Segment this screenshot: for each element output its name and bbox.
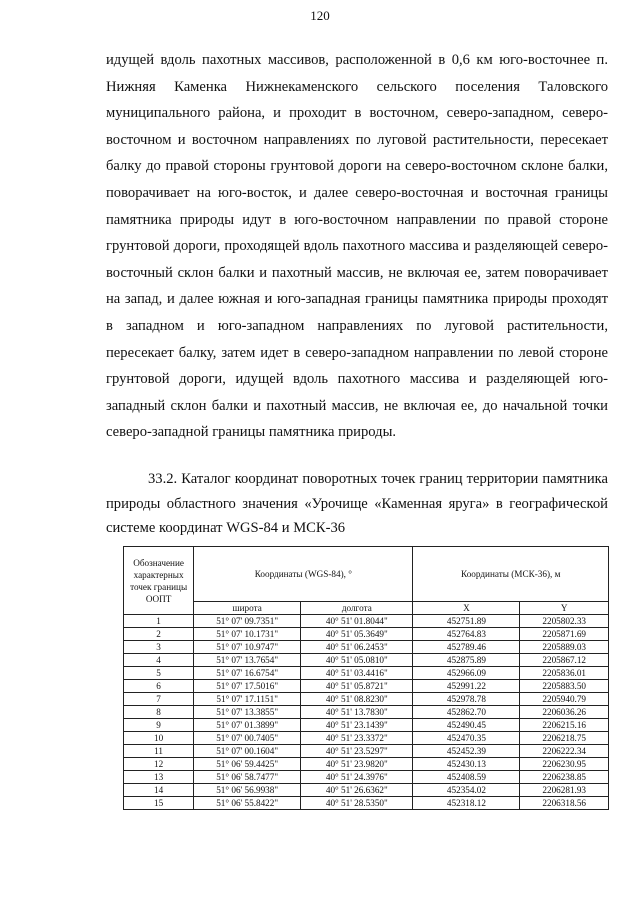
table-row (124, 628, 609, 641)
point-number-cell: 8 (124, 706, 194, 719)
longitude-cell: 40° 51' 01.8044" (301, 615, 413, 628)
longitude-cell: 40° 51' 06.2453" (301, 641, 413, 654)
coordinates-table (123, 546, 609, 810)
table-row (124, 693, 609, 706)
x-coordinate-cell: 452966.09 (413, 667, 520, 680)
y-coordinate-cell: 2206238.85 (520, 771, 609, 784)
longitude-cell: 40° 51' 23.1439" (301, 719, 413, 732)
point-number-cell: 6 (124, 680, 194, 693)
x-coordinate-cell: 452789.46 (413, 641, 520, 654)
longitude-cell: 40° 51' 23.3372" (301, 732, 413, 745)
table-row (124, 641, 609, 654)
longitude-cell: 40° 51' 23.5297" (301, 745, 413, 758)
longitude-cell: 40° 51' 08.8230" (301, 693, 413, 706)
point-number-cell: 9 (124, 719, 194, 732)
point-number-cell: 10 (124, 732, 194, 745)
point-number-cell: 15 (124, 797, 194, 810)
y-coordinate-cell: 2205836.01 (520, 667, 609, 680)
page-number: 120 (310, 8, 330, 23)
latitude-cell: 51° 06' 56.9938" (194, 784, 301, 797)
longitude-cell: 40° 51' 24.3976" (301, 771, 413, 784)
subheader-x: X (413, 602, 520, 615)
latitude-cell: 51° 07' 10.9747" (194, 641, 301, 654)
y-coordinate-cell: 2205802.33 (520, 615, 609, 628)
x-coordinate-cell: 452490.45 (413, 719, 520, 732)
y-coordinate-cell: 2206218.75 (520, 732, 609, 745)
subheader-lon: долгота (301, 602, 413, 615)
y-coordinate-cell: 2206318.56 (520, 797, 609, 810)
latitude-cell: 51° 06' 59.4425" (194, 758, 301, 771)
table-row (124, 797, 609, 810)
longitude-cell: 40° 51' 03.4416" (301, 667, 413, 680)
subheader-y: Y (520, 602, 609, 615)
table-row (124, 615, 609, 628)
section-heading-block (106, 467, 608, 541)
paragraph-text: идущей вдоль пахотных массивов, расположенной в 0,6 км юго-восточнее п. Нижняя Каменка Нижнекаменского сельского поселения Таловского муниципального района, и проходит в восточном, северо-западном, северо-восточном и восточном направлениях по луговой растительности, пересекает балку до правой стороны грунтовой дороги на северо-восточном склоне балки, поворачивает на юго-восток, и далее северо-восточная и восточная границы памятника природы идут в юго-восточном направлении по правой стороне грунтовой дороги, проходящей вдоль пахотного массива и разделяющей северо-восточный склон балки и пахотный массив, не включая ее, затем поворачивает на запад, и далее южная и юго-западная границы памятника природы проходят в западном и юго-западном направлениях по луговой растительности, пересекает балку, затем идет в северо-западном направлении по левой стороне грунтовой дороги, идущей вдоль пахотного массива и разделяющей юго-западный склон балки и пахотный массив, не включая ее, до начальной точки северо-западной границы памятника природы. (106, 52, 608, 441)
x-coordinate-cell: 452470.35 (413, 732, 520, 745)
y-coordinate-cell: 2205889.03 (520, 641, 609, 654)
point-number-cell: 3 (124, 641, 194, 654)
point-number-cell: 12 (124, 758, 194, 771)
table-row (124, 784, 609, 797)
latitude-cell: 51° 07' 01.3899" (194, 719, 301, 732)
x-coordinate-cell: 452318.12 (413, 797, 520, 810)
longitude-cell: 40° 51' 23.9820" (301, 758, 413, 771)
point-number-cell: 13 (124, 771, 194, 784)
x-coordinate-cell: 452764.83 (413, 628, 520, 641)
x-coordinate-cell: 452354.02 (413, 784, 520, 797)
latitude-cell: 51° 07' 10.1731" (194, 628, 301, 641)
latitude-cell: 51° 07' 13.3855" (194, 706, 301, 719)
x-coordinate-cell: 452408.59 (413, 771, 520, 784)
latitude-cell: 51° 07' 16.6754" (194, 667, 301, 680)
x-coordinate-cell: 452862.70 (413, 706, 520, 719)
longitude-cell: 40° 51' 05.0810" (301, 654, 413, 667)
y-coordinate-cell: 2206215.16 (520, 719, 609, 732)
x-coordinate-cell: 452430.13 (413, 758, 520, 771)
header-msk: Координаты (МСК-36), м (413, 547, 609, 602)
x-coordinate-cell: 452751.89 (413, 615, 520, 628)
longitude-cell: 40° 51' 28.5350" (301, 797, 413, 810)
y-coordinate-cell: 2206036.26 (520, 706, 609, 719)
x-coordinate-cell: 452978.78 (413, 693, 520, 706)
latitude-cell: 51° 07' 09.7351" (194, 615, 301, 628)
body-paragraph (106, 47, 608, 446)
y-coordinate-cell: 2206230.95 (520, 758, 609, 771)
point-number-cell: 2 (124, 628, 194, 641)
latitude-cell: 51° 07' 13.7654" (194, 654, 301, 667)
latitude-cell: 51° 07' 00.7405" (194, 732, 301, 745)
table-row (124, 680, 609, 693)
header-point: Обозначение характерных точек границы ООПТ (124, 547, 194, 615)
x-coordinate-cell: 452875.89 (413, 654, 520, 667)
latitude-cell: 51° 06' 55.8422" (194, 797, 301, 810)
y-coordinate-cell: 2206281.93 (520, 784, 609, 797)
latitude-cell: 51° 07' 17.5016" (194, 680, 301, 693)
table-row (124, 719, 609, 732)
table-row (124, 745, 609, 758)
table-row (124, 758, 609, 771)
table-subheader-row (124, 602, 609, 615)
table-row (124, 654, 609, 667)
y-coordinate-cell: 2205867.12 (520, 654, 609, 667)
header-wgs: Координаты (WGS-84), ° (194, 547, 413, 602)
table-row (124, 667, 609, 680)
table-header-row (124, 547, 609, 602)
point-number-cell: 4 (124, 654, 194, 667)
latitude-cell: 51° 07' 17.1151" (194, 693, 301, 706)
x-coordinate-cell: 452991.22 (413, 680, 520, 693)
latitude-cell: 51° 07' 00.1604" (194, 745, 301, 758)
table-row (124, 706, 609, 719)
table-row (124, 732, 609, 745)
x-coordinate-cell: 452452.39 (413, 745, 520, 758)
subheader-lat: широта (194, 602, 301, 615)
section-heading: 33.2. Каталог координат поворотных точек границ территории памятника природы областного значения «Урочище «Каменная яруга» в географической системе координат WGS-84 и МСК-36 (106, 471, 608, 536)
y-coordinate-cell: 2205883.50 (520, 680, 609, 693)
longitude-cell: 40° 51' 13.7830" (301, 706, 413, 719)
point-number-cell: 11 (124, 745, 194, 758)
point-number-cell: 5 (124, 667, 194, 680)
longitude-cell: 40° 51' 05.8721" (301, 680, 413, 693)
point-number-cell: 7 (124, 693, 194, 706)
longitude-cell: 40° 51' 05.3649" (301, 628, 413, 641)
y-coordinate-cell: 2206222.34 (520, 745, 609, 758)
latitude-cell: 51° 06' 58.7477" (194, 771, 301, 784)
point-number-cell: 1 (124, 615, 194, 628)
table-body (124, 615, 609, 810)
y-coordinate-cell: 2205940.79 (520, 693, 609, 706)
table-row (124, 771, 609, 784)
y-coordinate-cell: 2205871.69 (520, 628, 609, 641)
longitude-cell: 40° 51' 26.6362" (301, 784, 413, 797)
point-number-cell: 14 (124, 784, 194, 797)
